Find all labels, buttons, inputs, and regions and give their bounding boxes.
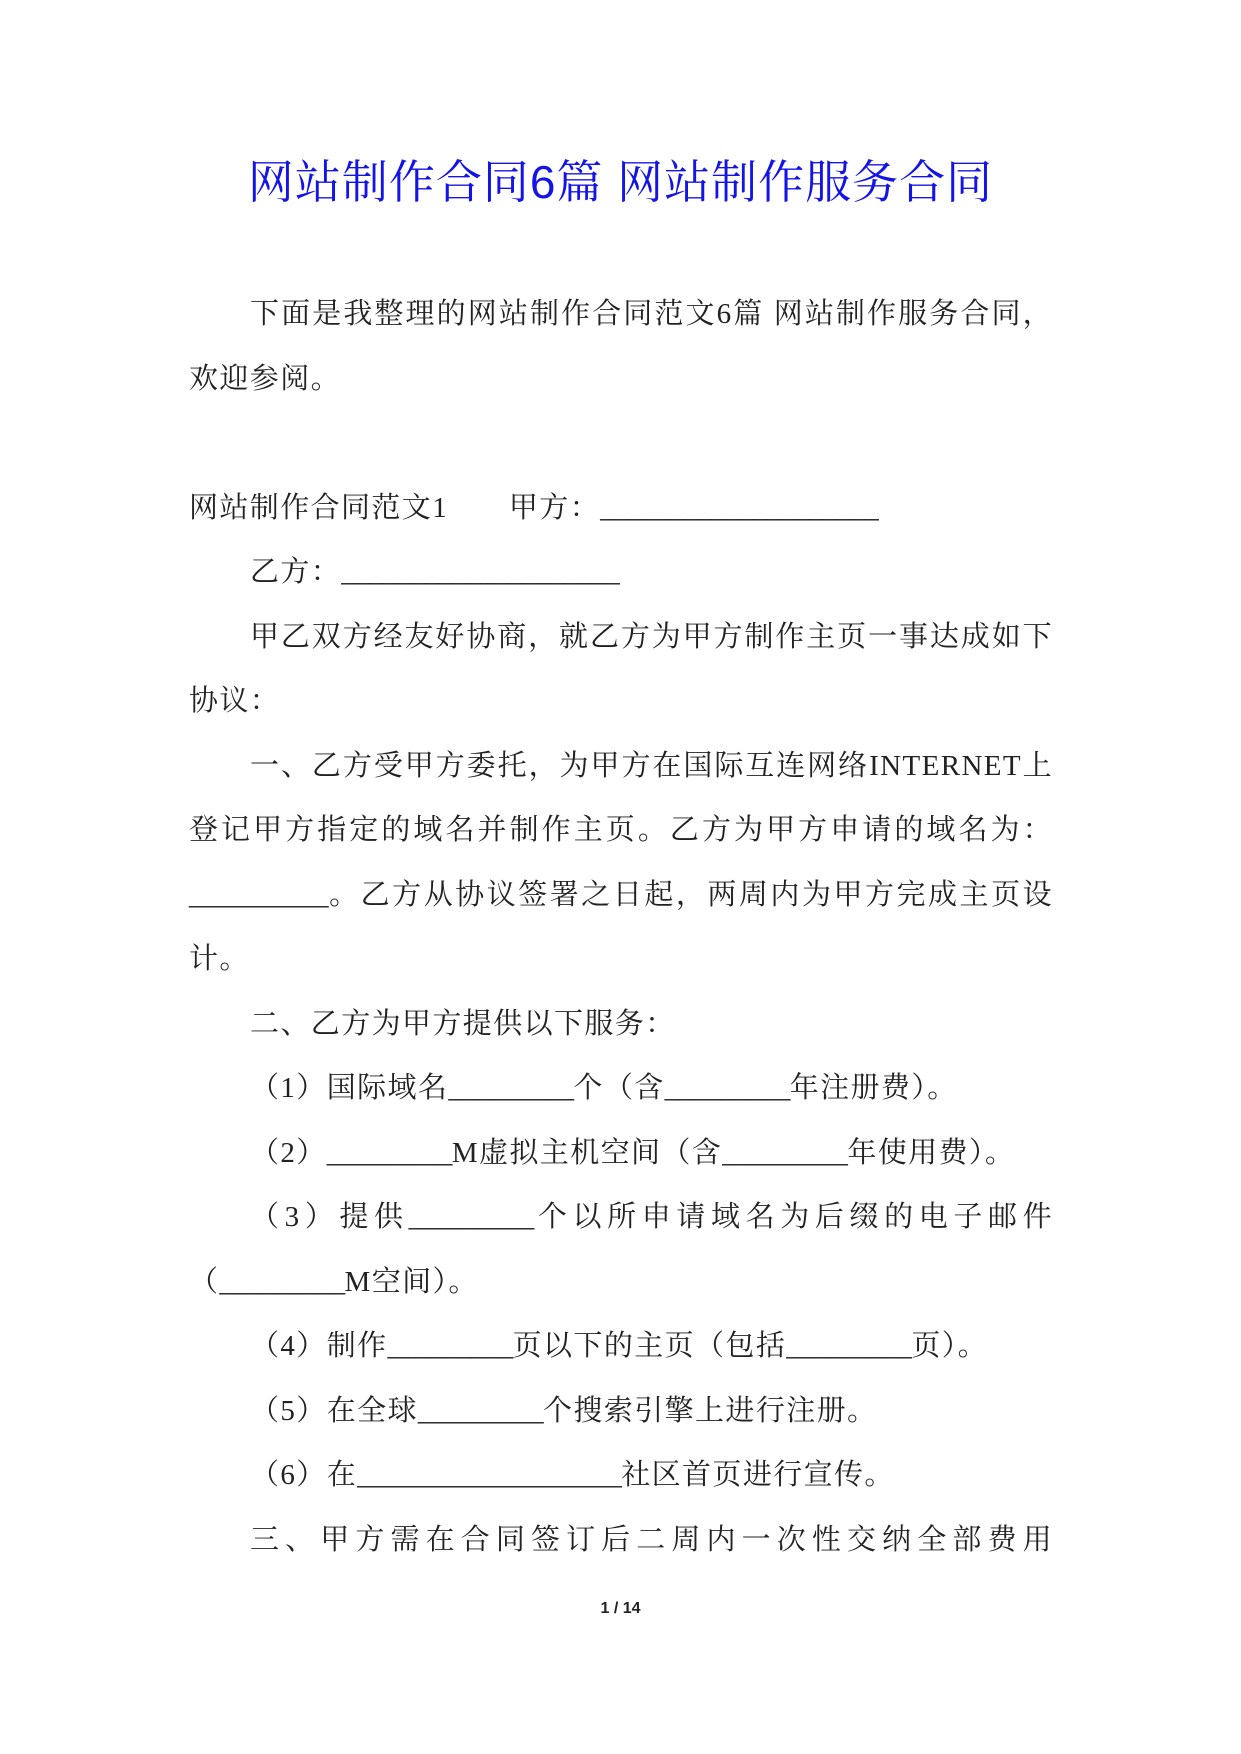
text-line: __________。乙方从协议签署之日起，两周内为甲方完成主页设 <box>189 878 1053 911</box>
text-line: 一、乙方受甲方委托，为甲方在国际互连网络INTERNET上 <box>250 749 1053 782</box>
text-line: （2）_________M虚拟主机空间（含_________年使用费）。 <box>250 1136 1016 1169</box>
blank-field: _________ <box>448 1072 574 1104</box>
clause-2-heading <box>189 992 1053 1057</box>
blank-field: ____________________ <box>600 491 879 524</box>
clause-1 <box>189 734 1053 992</box>
service-item-2 <box>189 1121 1053 1186</box>
intro-paragraph <box>189 282 1053 411</box>
blank-field: _________ <box>408 1201 534 1233</box>
text-line: 欢迎参阅。 <box>189 362 342 395</box>
text-line: 甲乙双方经友好协商，就乙方为甲方制作主页一事达成如下 <box>250 620 1053 653</box>
text-line: 乙方：____________________ <box>250 556 620 588</box>
document-body <box>189 282 1053 1572</box>
text-line: （_________M空间）。 <box>189 1265 479 1298</box>
service-item-3 <box>189 1185 1053 1314</box>
service-item-6 <box>189 1443 1053 1508</box>
text-line: （1）国际域名_________个（含_________年注册费）。 <box>250 1072 958 1104</box>
text-line: （6）在___________________社区首页进行宣传。 <box>250 1459 895 1491</box>
service-item-5 <box>189 1379 1053 1444</box>
blank-field: _________ <box>219 1265 345 1298</box>
text-line: 协议： <box>189 685 281 717</box>
blank-field: __________ <box>189 878 329 911</box>
clause-3 <box>189 1508 1053 1573</box>
text-line: 登记甲方指定的域名并制作主页。乙方为甲方申请的域名为： <box>189 814 1053 846</box>
text-line: 网站制作合同范文1 甲方：____________________ <box>189 491 879 524</box>
page-number: 1 / 14 <box>600 1600 641 1617</box>
text-line: 二、乙方为甲方提供以下服务： <box>250 1007 676 1040</box>
agreement-preamble <box>189 605 1053 734</box>
blank-field: ___________________ <box>357 1459 622 1491</box>
blank-field: _________ <box>326 1136 452 1169</box>
party-a-line <box>189 476 1053 541</box>
blank-field: _________ <box>664 1072 790 1104</box>
blank-field: _________ <box>786 1330 912 1362</box>
text-line: （4）制作_________页以下的主页（包括_________页）。 <box>250 1330 989 1362</box>
document-title: 网站制作合同6篇 网站制作服务合同 <box>247 156 994 208</box>
blank-field: _________ <box>417 1394 544 1427</box>
blank-field: _________ <box>722 1136 848 1169</box>
text-line: 下面是我整理的网站制作合同范文6篇 网站制作服务合同， <box>250 298 1053 330</box>
text-line: 三、甲方需在合同签订后二周内一次性交纳全部费用 <box>250 1523 1053 1556</box>
blank-field: _________ <box>387 1330 513 1362</box>
text-line: （5）在全球_________个搜索引擎上进行注册。 <box>250 1394 878 1427</box>
text-line: 计。 <box>189 943 250 975</box>
service-item-4 <box>189 1314 1053 1379</box>
service-item-1 <box>189 1056 1053 1121</box>
text-line: （3）提供_________个以所申请域名为后缀的电子邮件 <box>250 1201 1053 1233</box>
party-b-line <box>189 540 1053 605</box>
blank-field: ____________________ <box>341 556 620 588</box>
